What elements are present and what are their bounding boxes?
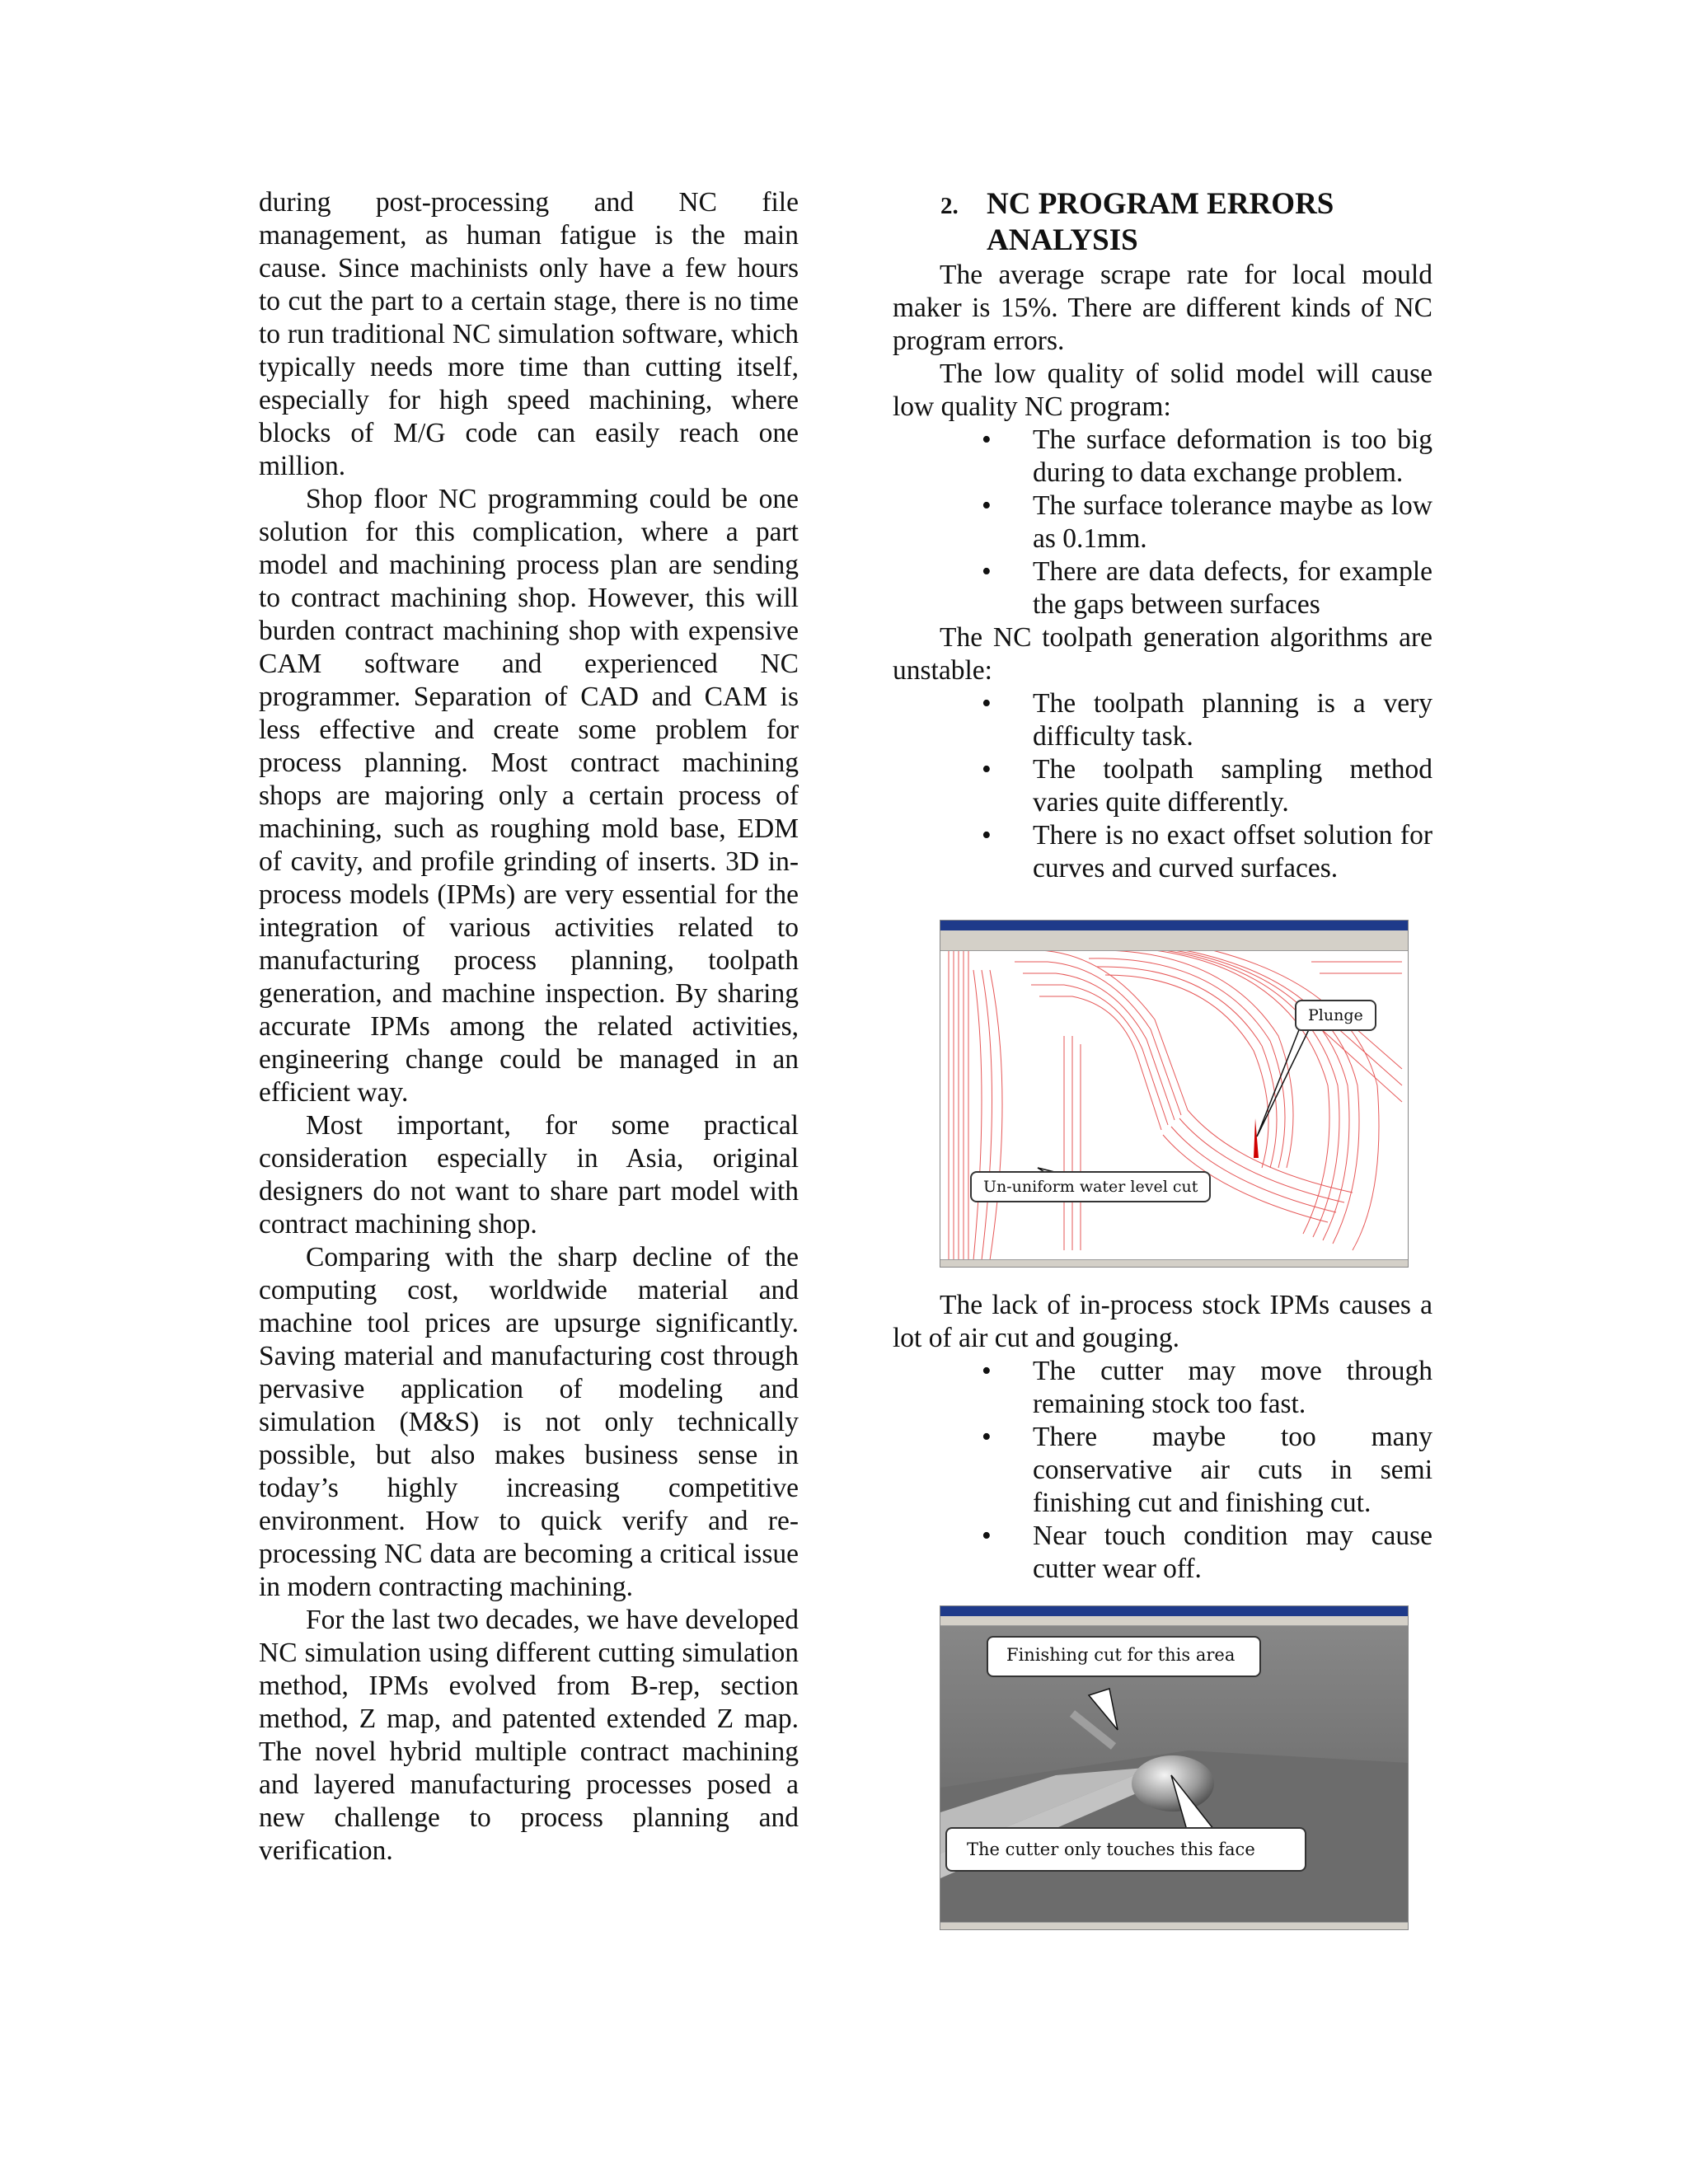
bullet-icon: •: [982, 1521, 992, 1551]
paragraph: The lack of in-process stock IPMs causes a lot of air cut and gouging.: [893, 1290, 1432, 1353]
paragraph: The average scrape rate for local mould maker is 15%. There are different kinds of NC program errors.: [893, 260, 1432, 356]
section-number: 2.: [940, 193, 959, 219]
list-item: • The cutter may move through remaining stock too fast.: [982, 1356, 1432, 1419]
window-menubar: [940, 1616, 1408, 1626]
paragraph: Shop floor NC programming could be one solution for this complication, where a part model and machining process plan are sending to contract machining shop. However, this will burden contract machining shop with expensive CAM software and experienced NC programmer. Separation of CAD and CAM is less effective and create some problem for process planning. Most contract machining shops are majoring only a certain process of machining, such as roughing mold base, EDM of cavity, and profile grinding of inserts. 3D in-process models (IPMs) are very essential for the integration of various activities related to manufacturing process planning, toolpath generation, and machine inspection. By sharing accurate IPMs among the related activities, engineering change could be managed in an efficient way.: [259, 484, 799, 1108]
list-item: • The toolpath sampling method varies quite differently.: [982, 754, 1432, 818]
paragraph: The low quality of solid model will cause low quality NC program:: [893, 359, 1432, 422]
paragraph: Comparing with the sharp decline of the computing cost, worldwide material and machine tool prices are upsurge significantly. Saving material and manufacturing cost through pervasive application of modeling and simulation (M&S) is not only technically possible, but also makes business sense in today’s highly increasing competitive environment. How to quick verify and re-processing NC data are becoming a critical issue in modern contracting machining.: [259, 1242, 799, 1602]
paragraph: Most important, for some practical consideration especially in Asia, original designers do not want to share part model with contract machining shop.: [259, 1110, 799, 1240]
list-item: • There are data defects, for example the gaps between surfaces: [982, 556, 1432, 620]
list-item: • There is no exact offset solution for curves and curved surfaces.: [982, 820, 1432, 883]
window-statusbar: [940, 1259, 1408, 1267]
bullet-icon: •: [982, 754, 992, 785]
bullet-icon: •: [982, 688, 992, 719]
window-statusbar: [940, 1922, 1408, 1929]
bullet-icon: •: [982, 820, 992, 851]
bullet-icon: •: [982, 490, 992, 521]
water-level-callout: Un-uniform water level cut: [970, 1171, 1211, 1202]
right-column: [893, 186, 1432, 1930]
list-item: • Near touch condition may cause cutter wear off.: [982, 1521, 1432, 1584]
toolpath-figure: [940, 920, 1409, 1268]
bullet-icon: •: [982, 1356, 992, 1386]
list-item: • The toolpath planning is a very difficulty task.: [982, 688, 1432, 752]
left-column: [259, 186, 799, 1868]
window-titlebar: [940, 1606, 1408, 1616]
list-item: • The surface deformation is too big during to data exchange problem.: [982, 424, 1432, 488]
bullet-icon: •: [982, 556, 992, 587]
finishing-cut-callout: Finishing cut for this area: [987, 1636, 1261, 1677]
window-toolbar: [940, 940, 1408, 951]
bullet-list: [893, 687, 1432, 885]
cutter-face-callout: The cutter only touches this face: [945, 1827, 1306, 1872]
list-item: • There maybe too many conservative air cuts in semi finishing cut and finishing cut.: [982, 1422, 1432, 1518]
bullet-icon: •: [982, 1422, 992, 1452]
plunge-callout: Plunge: [1295, 1000, 1376, 1031]
paragraph: For the last two decades, we have developed NC simulation using different cutting simulation method, IPMs evolved from B-rep, section method, Z map, and patented extended Z map. The novel hybrid multiple contract machining and layered manufacturing processes posed a new challenge to process planning and verification.: [259, 1605, 799, 1866]
toolpath-drawing: [940, 921, 1408, 1267]
section-heading: [893, 186, 1432, 259]
cutter-figure: [940, 1605, 1409, 1930]
bullet-list: [893, 424, 1432, 621]
paragraph: The NC toolpath generation algorithms are unstable:: [893, 622, 1432, 686]
bullet-icon: •: [982, 424, 992, 455]
window-titlebar: [940, 921, 1408, 930]
list-item: • The surface tolerance maybe as low as 0.1mm.: [982, 490, 1432, 554]
section-title: NC PROGRAM ERRORS ANALYSIS: [987, 187, 1334, 257]
bullet-list: [893, 1355, 1432, 1586]
paragraph: during post-processing and NC file management, as human fatigue is the main cause. Since machinists only have a few hours to cut the part to a certain stage, there is no time to run traditional NC simulation software, which typically needs more time than cutting itself, especially for high speed machining, where blocks of M/G code can easily reach one million.: [259, 187, 799, 481]
